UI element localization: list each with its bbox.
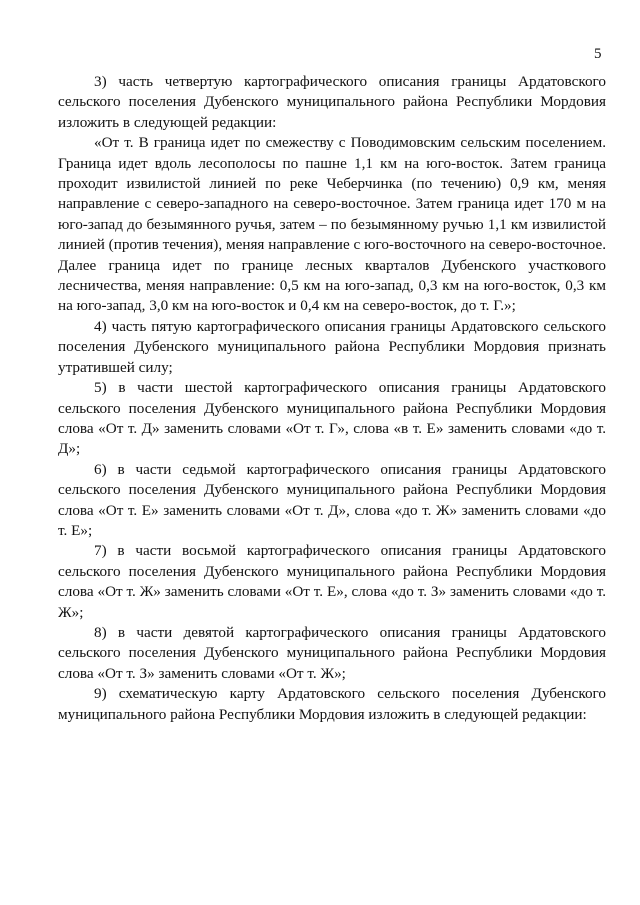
paragraph-item-9: 9) схематическую карту Ардатовского сельского поселения Дубенского муниципального района Республики Мордовия изложить в следующей редакции: — [58, 685, 606, 723]
paragraph-item-4: 4) часть пятую картографического описания границы Ардатовского сельского поселения Дубенского муниципального района Республики Мордовия признать утратившей силу; — [58, 317, 606, 376]
paragraph-quote-boundary-description: «От т. В граница идет по смежеству с Поводимовским сельским поселением. Граница идет вдоль лесополосы по пашне 1,1 км на юго-восток. Затем граница проходит извилистой линией по реке Чеберчинка (по течению) 0,9 км, меняя направление с северо-западного на северо-восточное. Затем граница идет 170 м на юго-запад до безымянного ручья, затем – по безымянному ручью 1,1 км извилистой линией (против течения), меняя направление с юго-восточного на северо-восточное. Далее граница идет по границе лесных кварталов Дубенского участкового лесничества, меняя направление: 0,5 км на юго-запад, 0,3 км на юго-восток, 0,3 км на юго-запад, 3,0 км на юго-восток и 0,4 км на северо-восток, до т. Г.»; — [58, 134, 606, 315]
document-body — [58, 72, 606, 725]
paragraph-item-3: 3) часть четвертую картографического описания границы Ардатовского сельского поселения Дубенского муниципального района Республики Мордовия изложить в следующей редакции: — [58, 73, 606, 131]
page-number: 5 — [594, 46, 602, 62]
paragraph-item-5: 5) в части шестой картографического описания границы Ардатовского сельского поселения Дубенского муниципального района Республики Мордовия слова «От т. Д» заменить словами «От т. Г», слова «в т. Е» заменить словами «до т. Д»; — [58, 379, 606, 458]
paragraph-item-7: 7) в части восьмой картографического описания границы Ардатовского сельского поселения Дубенского муниципального района Республики Мордовия слова «От т. Ж» заменить словами «От т. Е», слова «до т. З» заменить словами «до т. Ж»; — [58, 542, 606, 621]
paragraph-item-8: 8) в части девятой картографического описания границы Ардатовского сельского поселения Дубенского муниципального района Республики Мордовия слова «От т. З» заменить словами «От т. Ж»; — [58, 623, 606, 682]
paragraph-item-6: 6) в части седьмой картографического описания границы Ардатовского сельского поселения Дубенского муниципального района Республики Мордовия слова «От т. Е» заменить словами «От т. Д», слова «до т. Ж» заменить словами «до т. Е»; — [58, 460, 606, 539]
